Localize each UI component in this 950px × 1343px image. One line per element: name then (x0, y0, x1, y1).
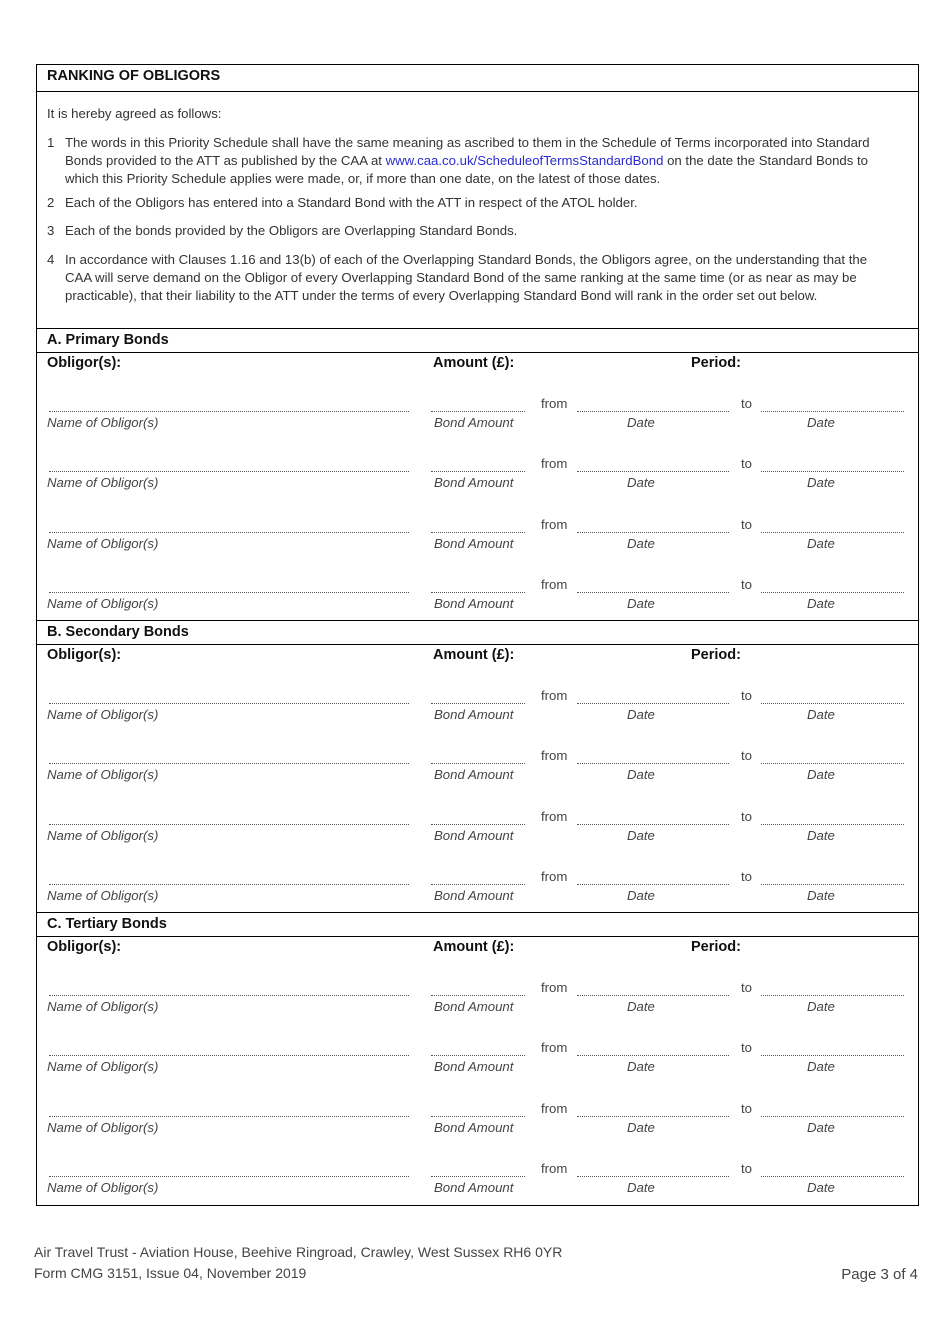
bond-amount-caption: Bond Amount (434, 828, 514, 843)
from-label: from (541, 748, 568, 763)
bond-amount-caption: Bond Amount (434, 888, 514, 903)
bond-amount-caption: Bond Amount (434, 1059, 514, 1074)
from-label: from (541, 688, 568, 703)
schedule-of-terms-link[interactable]: www.caa.co.uk/ScheduleofTermsStandardBond (385, 152, 664, 168)
to-date-field[interactable] (761, 1101, 904, 1117)
obligor-column-header: Obligor(s): (47, 939, 122, 955)
ranking-form (36, 64, 919, 1206)
obligor-name-field[interactable] (49, 456, 409, 472)
obligor-name-field[interactable] (49, 1040, 409, 1056)
to-date-caption: Date (807, 888, 835, 903)
obligor-name-caption: Name of Obligor(s) (47, 707, 159, 722)
from-date-caption: Date (627, 888, 655, 903)
to-label: to (741, 1161, 752, 1176)
to-label: to (741, 748, 752, 763)
intro-text: It is hereby agreed as follows: (47, 106, 222, 121)
obligor-row (37, 577, 918, 617)
to-label: to (741, 456, 752, 471)
section-title: C. Tertiary Bonds (47, 916, 167, 932)
amount-column-header: Amount (£): (433, 647, 515, 663)
obligor-row (37, 396, 918, 436)
to-date-caption: Date (807, 415, 835, 430)
from-date-field[interactable] (577, 1161, 729, 1177)
to-date-field[interactable] (761, 517, 904, 533)
obligor-name-caption: Name of Obligor(s) (47, 767, 159, 782)
to-date-caption: Date (807, 1180, 835, 1195)
from-date-field[interactable] (577, 517, 729, 533)
from-date-field[interactable] (577, 1101, 729, 1117)
bond-amount-field[interactable] (431, 980, 525, 996)
from-label: from (541, 456, 568, 471)
obligor-name-field[interactable] (49, 577, 409, 593)
from-label: from (541, 396, 568, 411)
from-date-caption: Date (627, 767, 655, 782)
bond-amount-field[interactable] (431, 869, 525, 885)
to-date-caption: Date (807, 475, 835, 490)
page-number: Page 3 of 4 (841, 1266, 918, 1283)
to-date-caption: Date (807, 828, 835, 843)
obligor-row (37, 980, 918, 1020)
primary-bonds-heading (37, 328, 918, 353)
from-date-caption: Date (627, 596, 655, 611)
bond-amount-field[interactable] (431, 809, 525, 825)
from-date-field[interactable] (577, 980, 729, 996)
bond-amount-caption: Bond Amount (434, 1120, 514, 1135)
from-date-field[interactable] (577, 748, 729, 764)
from-date-caption: Date (627, 1059, 655, 1074)
from-label: from (541, 517, 568, 532)
bond-amount-field[interactable] (431, 517, 525, 533)
to-date-caption: Date (807, 1120, 835, 1135)
obligor-row (37, 1101, 918, 1141)
tertiary-bonds-heading (37, 912, 918, 937)
from-date-field[interactable] (577, 809, 729, 825)
from-date-caption: Date (627, 1120, 655, 1135)
from-date-field[interactable] (577, 396, 729, 412)
obligor-row (37, 809, 918, 849)
from-label: from (541, 869, 568, 884)
to-date-field[interactable] (761, 1040, 904, 1056)
obligor-name-field[interactable] (49, 748, 409, 764)
form-title: RANKING OF OBLIGORS (47, 68, 221, 84)
period-column-header: Period: (691, 647, 741, 663)
to-label: to (741, 1101, 752, 1116)
obligor-name-caption: Name of Obligor(s) (47, 999, 159, 1014)
from-date-caption: Date (627, 707, 655, 722)
from-label: from (541, 809, 568, 824)
obligor-row (37, 748, 918, 788)
amount-column-header: Amount (£): (433, 939, 515, 955)
section-title: B. Secondary Bonds (47, 624, 189, 640)
obligor-name-field[interactable] (49, 809, 409, 825)
to-date-field[interactable] (761, 869, 904, 885)
to-label: to (741, 1040, 752, 1055)
to-label: to (741, 577, 752, 592)
from-date-caption: Date (627, 536, 655, 551)
to-date-field[interactable] (761, 456, 904, 472)
from-date-field[interactable] (577, 1040, 729, 1056)
bond-amount-caption: Bond Amount (434, 767, 514, 782)
bond-amount-caption: Bond Amount (434, 999, 514, 1014)
to-date-caption: Date (807, 767, 835, 782)
period-column-header: Period: (691, 939, 741, 955)
bond-amount-caption: Bond Amount (434, 475, 514, 490)
from-date-field[interactable] (577, 688, 729, 704)
clause-3: 3 Each of the bonds provided by the Obligors are Overlapping Standard Bonds. (47, 223, 518, 238)
obligor-name-caption: Name of Obligor(s) (47, 536, 159, 551)
from-date-caption: Date (627, 415, 655, 430)
obligor-name-caption: Name of Obligor(s) (47, 415, 159, 430)
from-date-caption: Date (627, 828, 655, 843)
to-date-field[interactable] (761, 1161, 904, 1177)
obligor-name-caption: Name of Obligor(s) (47, 1180, 159, 1195)
to-label: to (741, 869, 752, 884)
obligor-column-header: Obligor(s): (47, 647, 122, 663)
obligor-name-field[interactable] (49, 1101, 409, 1117)
clause-4: 4 In accordance with Clauses 1.16 and 13(b) of each of the Overlapping Standard Bonds, the Obligors agree, on the understanding that the CAA will serve demand on the Obligor of every Overlapping Standard Bond of the same ranking at the same time (or as near as may be practicable), that their liability to the ATT under the terms of every Overlapping Standard Bond will rank in the order set out below. (47, 252, 868, 303)
obligor-name-caption: Name of Obligor(s) (47, 475, 159, 490)
obligor-name-field[interactable] (49, 517, 409, 533)
obligor-name-field[interactable] (49, 688, 409, 704)
secondary-bonds-heading (37, 620, 918, 645)
obligor-name-caption: Name of Obligor(s) (47, 1059, 159, 1074)
form-title-bar (37, 65, 918, 92)
bond-amount-caption: Bond Amount (434, 596, 514, 611)
obligor-name-field[interactable] (49, 1161, 409, 1177)
clause-1: 1 The words in this Priority Schedule shall have the same meaning as ascribed to them in the Schedule of Terms incorporated into Standard Bonds provided to the ATT as published by the CAA at www.caa.co.uk/ScheduleofTermsStandardBond on the date the Standard Bonds to which this Priority Schedule applies were made, or, if more than one date, on the latest of those dates. (47, 135, 870, 186)
from-label: from (541, 1161, 568, 1176)
from-label: from (541, 1040, 568, 1055)
bond-amount-field[interactable] (431, 1040, 525, 1056)
from-label: from (541, 1101, 568, 1116)
bond-amount-caption: Bond Amount (434, 707, 514, 722)
obligor-name-caption: Name of Obligor(s) (47, 596, 159, 611)
obligor-row (37, 869, 918, 909)
bond-amount-field[interactable] (431, 688, 525, 704)
from-date-caption: Date (627, 999, 655, 1014)
to-date-field[interactable] (761, 809, 904, 825)
bond-amount-field[interactable] (431, 1101, 525, 1117)
to-date-caption: Date (807, 596, 835, 611)
obligor-name-caption: Name of Obligor(s) (47, 1120, 159, 1135)
from-date-caption: Date (627, 1180, 655, 1195)
obligor-name-caption: Name of Obligor(s) (47, 828, 159, 843)
to-date-field[interactable] (761, 688, 904, 704)
obligor-row (37, 1040, 918, 1080)
to-label: to (741, 809, 752, 824)
to-label: to (741, 688, 752, 703)
obligor-name-field[interactable] (49, 980, 409, 996)
bond-amount-field[interactable] (431, 396, 525, 412)
from-label: from (541, 577, 568, 592)
to-label: to (741, 517, 752, 532)
bond-amount-caption: Bond Amount (434, 536, 514, 551)
obligor-column-header: Obligor(s): (47, 355, 122, 371)
bond-amount-field[interactable] (431, 748, 525, 764)
to-label: to (741, 396, 752, 411)
bond-amount-field[interactable] (431, 1161, 525, 1177)
period-column-header: Period: (691, 355, 741, 371)
obligor-name-caption: Name of Obligor(s) (47, 888, 159, 903)
from-date-caption: Date (627, 475, 655, 490)
bond-amount-field[interactable] (431, 456, 525, 472)
to-date-field[interactable] (761, 577, 904, 593)
obligor-name-field[interactable] (49, 869, 409, 885)
amount-column-header: Amount (£): (433, 355, 515, 371)
obligor-row (37, 1161, 918, 1201)
to-date-field[interactable] (761, 748, 904, 764)
to-date-field[interactable] (761, 980, 904, 996)
to-date-caption: Date (807, 999, 835, 1014)
to-date-caption: Date (807, 1059, 835, 1074)
section-title: A. Primary Bonds (47, 332, 169, 348)
to-label: to (741, 980, 752, 995)
bond-amount-caption: Bond Amount (434, 415, 514, 430)
from-date-field[interactable] (577, 577, 729, 593)
from-date-field[interactable] (577, 869, 729, 885)
from-label: from (541, 980, 568, 995)
obligor-row (37, 688, 918, 728)
to-date-field[interactable] (761, 396, 904, 412)
obligor-name-field[interactable] (49, 396, 409, 412)
clause-2: 2 Each of the Obligors has entered into a Standard Bond with the ATT in respect of the ATOL holder. (47, 195, 638, 210)
to-date-caption: Date (807, 707, 835, 722)
bond-amount-field[interactable] (431, 577, 525, 593)
footer-address: Air Travel Trust - Aviation House, Beehive Ringroad, Crawley, West Sussex RH6 0YR (34, 1244, 563, 1260)
footer-form-ref: Form CMG 3151, Issue 04, November 2019 (34, 1265, 307, 1281)
from-date-field[interactable] (577, 456, 729, 472)
to-date-caption: Date (807, 536, 835, 551)
obligor-row (37, 456, 918, 496)
bond-amount-caption: Bond Amount (434, 1180, 514, 1195)
obligor-row (37, 517, 918, 557)
